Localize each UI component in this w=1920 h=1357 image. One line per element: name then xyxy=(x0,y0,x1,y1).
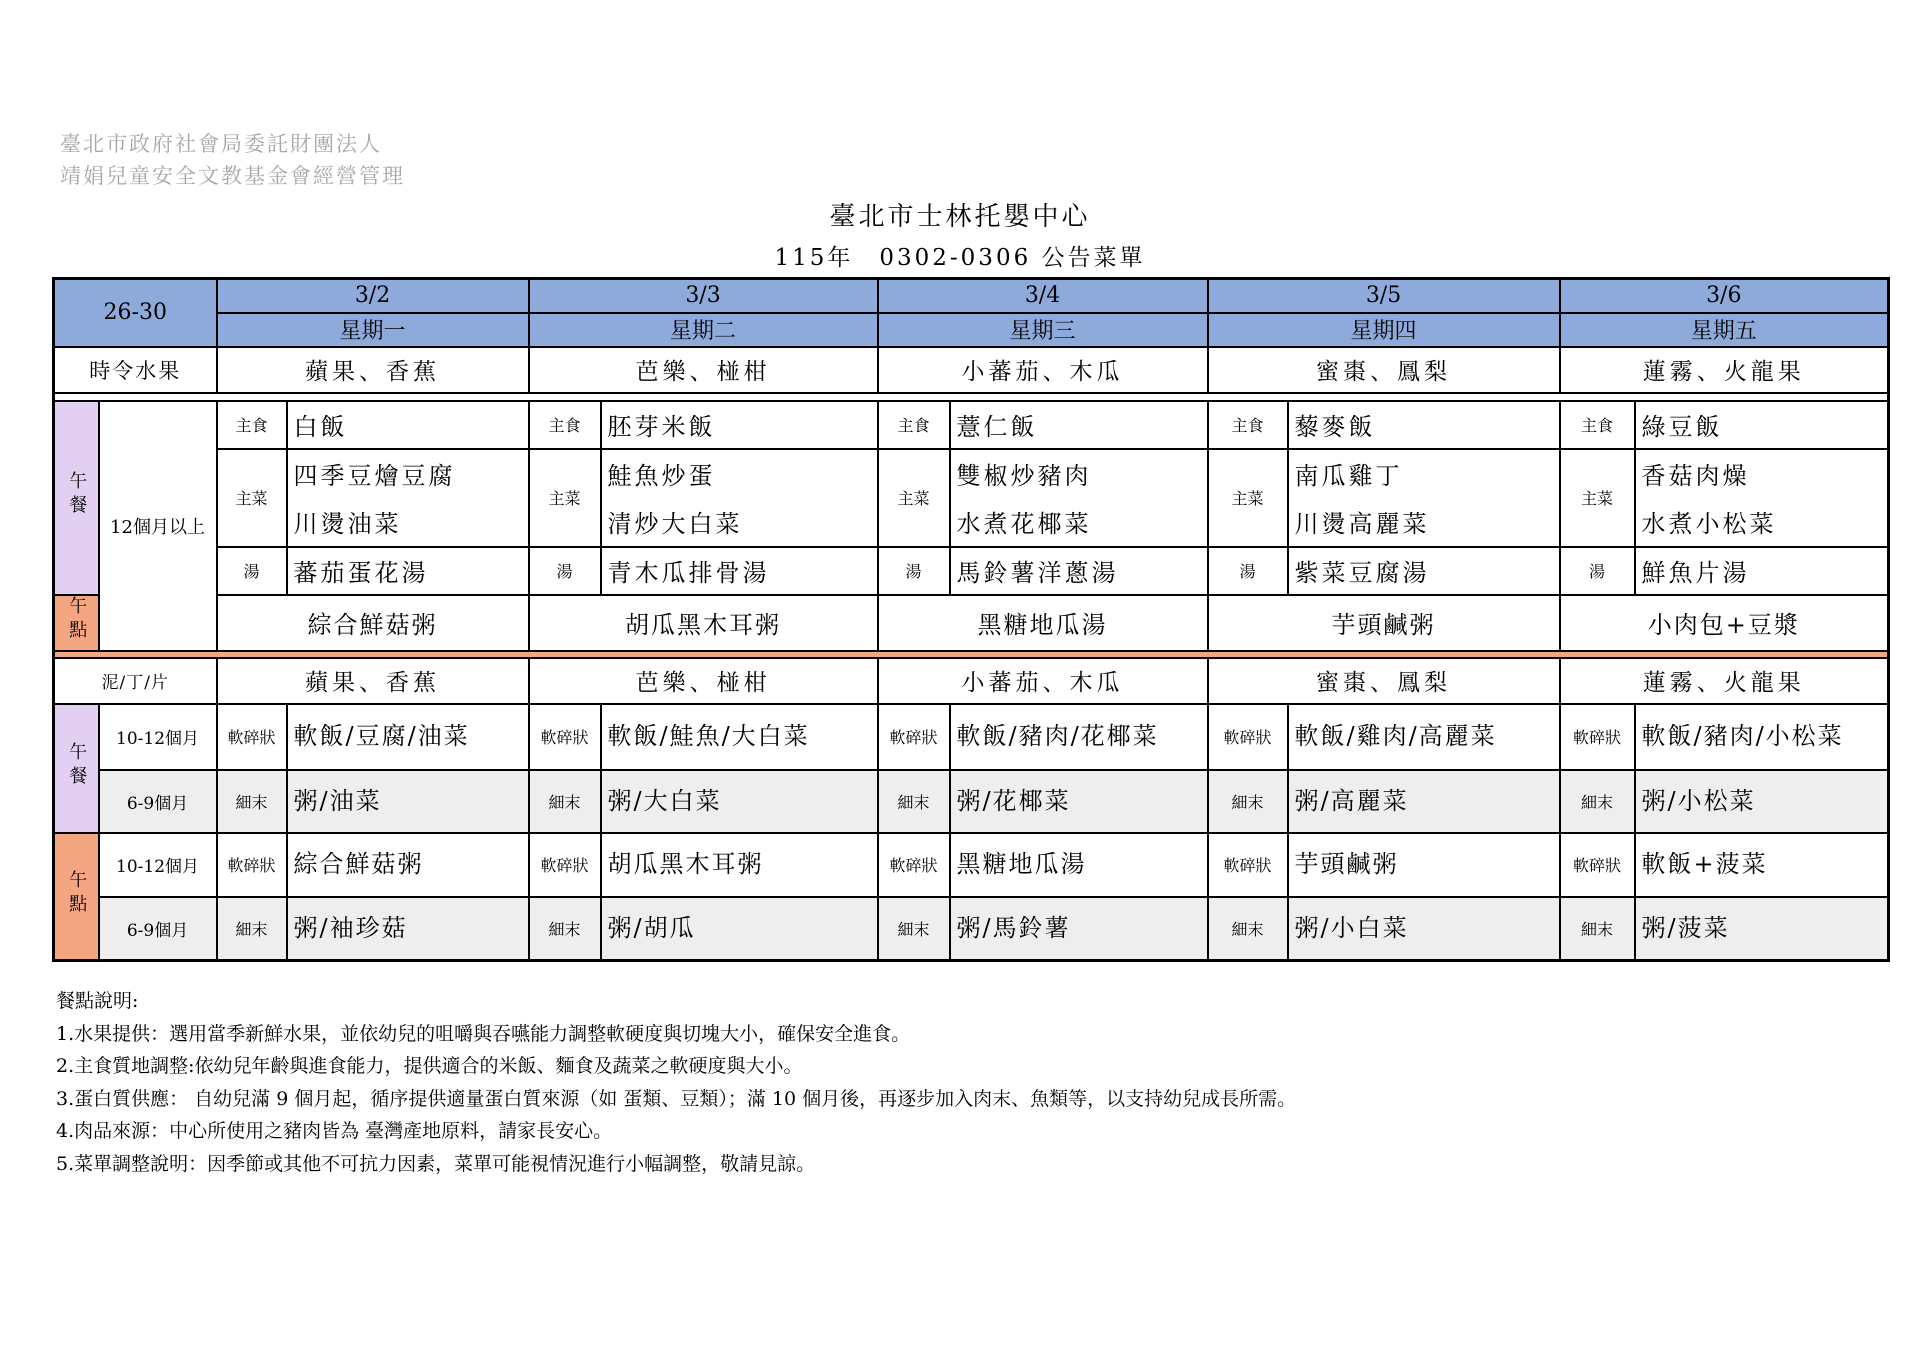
fruit-cell: 小蕃茄、木瓜 xyxy=(878,347,1208,393)
infant-lunch-cell: 軟飯/鮭魚/大白菜 xyxy=(601,704,878,770)
texture-label: 細末 xyxy=(529,897,601,961)
infant-lunch-cell: 軟飯/雞肉/高麗菜 xyxy=(1288,704,1560,770)
row-separator xyxy=(54,651,1889,658)
dish-cell: 川燙高麗菜 xyxy=(1288,498,1560,547)
infant-fruit-cell: 蓮霧、火龍果 xyxy=(1560,658,1889,704)
age-10-12: 10-12個月 xyxy=(99,833,217,897)
texture-label: 細末 xyxy=(217,770,287,833)
infant-snack-cell: 粥/袖珍菇 xyxy=(287,897,529,961)
infant-snack-cell: 粥/馬鈴薯 xyxy=(950,897,1208,961)
note-item: 5.菜單調整說明：因季節或其他不可抗力因素，菜單可能視情況進行小幅調整，敬請見諒。 xyxy=(56,1152,816,1175)
snack-cell: 芋頭鹹粥 xyxy=(1208,595,1560,651)
soup-cell: 紫菜豆腐湯 xyxy=(1288,547,1560,595)
fruit-cell: 蜜棗、鳳梨 xyxy=(1208,347,1560,393)
lunch-label: 午餐 xyxy=(54,401,99,595)
texture-label: 細末 xyxy=(217,897,287,961)
age-10-12: 10-12個月 xyxy=(99,704,217,770)
texture-label: 軟碎狀 xyxy=(878,704,950,770)
dish-label: 主菜 xyxy=(878,449,950,547)
texture-label: 軟碎狀 xyxy=(1560,704,1635,770)
snack-cell: 胡瓜黑木耳粥 xyxy=(529,595,878,651)
fruit-cell: 芭樂、椪柑 xyxy=(529,347,878,393)
note-item: 3.蛋白質供應： 自幼兒滿 9 個月起，循序提供適量蛋白質來源（如 蛋類、豆類）；滿 10 個月後，再逐步加入肉末、魚類等，以支持幼兒成長所需。 xyxy=(56,1087,1297,1110)
staple-label: 主食 xyxy=(1560,401,1635,449)
texture-label: 細末 xyxy=(1208,897,1288,961)
staple-cell: 薏仁飯 xyxy=(950,401,1208,449)
age-6-9: 6-9個月 xyxy=(99,770,217,833)
texture-label: 細末 xyxy=(878,897,950,961)
date-fri: 3/6 xyxy=(1560,279,1889,313)
staple-cell: 白飯 xyxy=(287,401,529,449)
page-title: 臺北市士林托嬰中心 xyxy=(829,202,1091,232)
infant-fruit-label: 泥/丁/片 xyxy=(54,658,217,704)
menu-table xyxy=(52,277,1890,962)
texture-label: 細末 xyxy=(878,770,950,833)
dish-label: 主菜 xyxy=(217,449,287,547)
date-mon: 3/2 xyxy=(217,279,529,313)
infant-snack-label: 午點 xyxy=(54,833,99,961)
weekday-wed: 星期三 xyxy=(878,313,1208,347)
staple-cell: 胚芽米飯 xyxy=(601,401,878,449)
note-item: 1.水果提供：選用當季新鮮水果，並依幼兒的咀嚼與吞嚥能力調整軟硬度與切塊大小，確保安全進食。 xyxy=(56,1022,911,1045)
org-line-1: 臺北市政府社會局委託財團法人 xyxy=(60,132,382,156)
dish-cell: 香菇肉燥 xyxy=(1635,449,1889,498)
texture-label: 細末 xyxy=(1560,897,1635,961)
staple-cell: 綠豆飯 xyxy=(1635,401,1889,449)
notes-heading: 餐點說明: xyxy=(56,990,139,1012)
fruit-label: 時令水果 xyxy=(54,347,217,393)
texture-label: 軟碎狀 xyxy=(217,833,287,897)
snack-cell: 綜合鮮菇粥 xyxy=(217,595,529,651)
date-tue: 3/3 xyxy=(529,279,878,313)
staple-label: 主食 xyxy=(878,401,950,449)
dish-label: 主菜 xyxy=(1208,449,1288,547)
texture-label: 軟碎狀 xyxy=(529,833,601,897)
snack-cell: 黑糖地瓜湯 xyxy=(878,595,1208,651)
meal-notes xyxy=(56,985,1296,1180)
infant-lunch-cell: 粥/高麗菜 xyxy=(1288,770,1560,833)
infant-lunch-cell: 粥/花椰菜 xyxy=(950,770,1208,833)
infant-lunch-cell: 軟飯/豆腐/油菜 xyxy=(287,704,529,770)
dish-cell: 清炒大白菜 xyxy=(601,498,878,547)
infant-snack-cell: 軟飯+菠菜 xyxy=(1635,833,1889,897)
soup-label: 湯 xyxy=(878,547,950,595)
dish-cell: 南瓜雞丁 xyxy=(1288,449,1560,498)
org-line-2: 靖娟兒童安全文教基金會經營管理 xyxy=(60,164,405,188)
texture-label: 細末 xyxy=(1208,770,1288,833)
infant-fruit-cell: 蜜棗、鳳梨 xyxy=(1208,658,1560,704)
dish-cell: 水煮花椰菜 xyxy=(950,498,1208,547)
weekday-tue: 星期二 xyxy=(529,313,878,347)
soup-cell: 鮮魚片湯 xyxy=(1635,547,1889,595)
staple-label: 主食 xyxy=(217,401,287,449)
weekday-mon: 星期一 xyxy=(217,313,529,347)
soup-cell: 青木瓜排骨湯 xyxy=(601,547,878,595)
soup-label: 湯 xyxy=(217,547,287,595)
infant-lunch-cell: 軟飯/豬肉/小松菜 xyxy=(1635,704,1889,770)
dish-label: 主菜 xyxy=(529,449,601,547)
texture-label: 軟碎狀 xyxy=(878,833,950,897)
weekday-fri: 星期五 xyxy=(1560,313,1889,347)
dish-cell: 鮭魚炒蛋 xyxy=(601,449,878,498)
note-item: 4.肉品來源：中心所使用之豬肉皆為 臺灣產地原料，請家長安心。 xyxy=(56,1120,613,1142)
infant-snack-cell: 胡瓜黑木耳粥 xyxy=(601,833,878,897)
infant-lunch-cell: 粥/油菜 xyxy=(287,770,529,833)
infant-lunch-cell: 軟飯/豬肉/花椰菜 xyxy=(950,704,1208,770)
date-wed: 3/4 xyxy=(878,279,1208,313)
dish-cell: 水煮小松菜 xyxy=(1635,498,1889,547)
staple-cell: 藜麥飯 xyxy=(1288,401,1560,449)
fruit-cell: 蘋果、香蕉 xyxy=(217,347,529,393)
infant-fruit-cell: 芭樂、椪柑 xyxy=(529,658,878,704)
dish-cell: 川燙油菜 xyxy=(287,498,529,547)
date-thu: 3/5 xyxy=(1208,279,1560,313)
texture-label: 細末 xyxy=(529,770,601,833)
soup-label: 湯 xyxy=(1208,547,1288,595)
snack-cell: 小肉包+豆漿 xyxy=(1560,595,1889,651)
infant-snack-cell: 粥/菠菜 xyxy=(1635,897,1889,961)
infant-snack-cell: 綜合鮮菇粥 xyxy=(287,833,529,897)
infant-snack-cell: 芋頭鹹粥 xyxy=(1288,833,1560,897)
texture-label: 軟碎狀 xyxy=(1208,833,1288,897)
week-range: 26-30 xyxy=(54,279,217,347)
soup-cell: 馬鈴薯洋蔥湯 xyxy=(950,547,1208,595)
weekday-thu: 星期四 xyxy=(1208,313,1560,347)
texture-label: 細末 xyxy=(1560,770,1635,833)
page-subtitle: 115年 0302-0306 公告菜單 xyxy=(774,245,1146,271)
dish-label: 主菜 xyxy=(1560,449,1635,547)
staple-label: 主食 xyxy=(1208,401,1288,449)
staple-label: 主食 xyxy=(529,401,601,449)
age-12-plus: 12個月以上 xyxy=(99,401,217,651)
dish-cell: 四季豆燴豆腐 xyxy=(287,449,529,498)
snack-label: 午點 xyxy=(54,595,99,651)
texture-label: 軟碎狀 xyxy=(217,704,287,770)
texture-label: 軟碎狀 xyxy=(1560,833,1635,897)
infant-lunch-cell: 粥/大白菜 xyxy=(601,770,878,833)
infant-fruit-cell: 小蕃茄、木瓜 xyxy=(878,658,1208,704)
dish-cell: 雙椒炒豬肉 xyxy=(950,449,1208,498)
texture-label: 軟碎狀 xyxy=(529,704,601,770)
texture-label: 軟碎狀 xyxy=(1208,704,1288,770)
row-separator xyxy=(54,393,1889,401)
soup-label: 湯 xyxy=(529,547,601,595)
fruit-cell: 蓮霧、火龍果 xyxy=(1560,347,1889,393)
infant-snack-cell: 粥/小白菜 xyxy=(1288,897,1560,961)
infant-fruit-cell: 蘋果、香蕉 xyxy=(217,658,529,704)
infant-snack-cell: 黑糖地瓜湯 xyxy=(950,833,1208,897)
infant-lunch-cell: 粥/小松菜 xyxy=(1635,770,1889,833)
soup-cell: 蕃茄蛋花湯 xyxy=(287,547,529,595)
age-6-9: 6-9個月 xyxy=(99,897,217,961)
infant-lunch-label: 午餐 xyxy=(54,704,99,833)
soup-label: 湯 xyxy=(1560,547,1635,595)
infant-snack-cell: 粥/胡瓜 xyxy=(601,897,878,961)
note-item: 2.主食質地調整:依幼兒年齡與進食能力，提供適合的米飯、麵食及蔬菜之軟硬度與大小。 xyxy=(56,1055,803,1077)
